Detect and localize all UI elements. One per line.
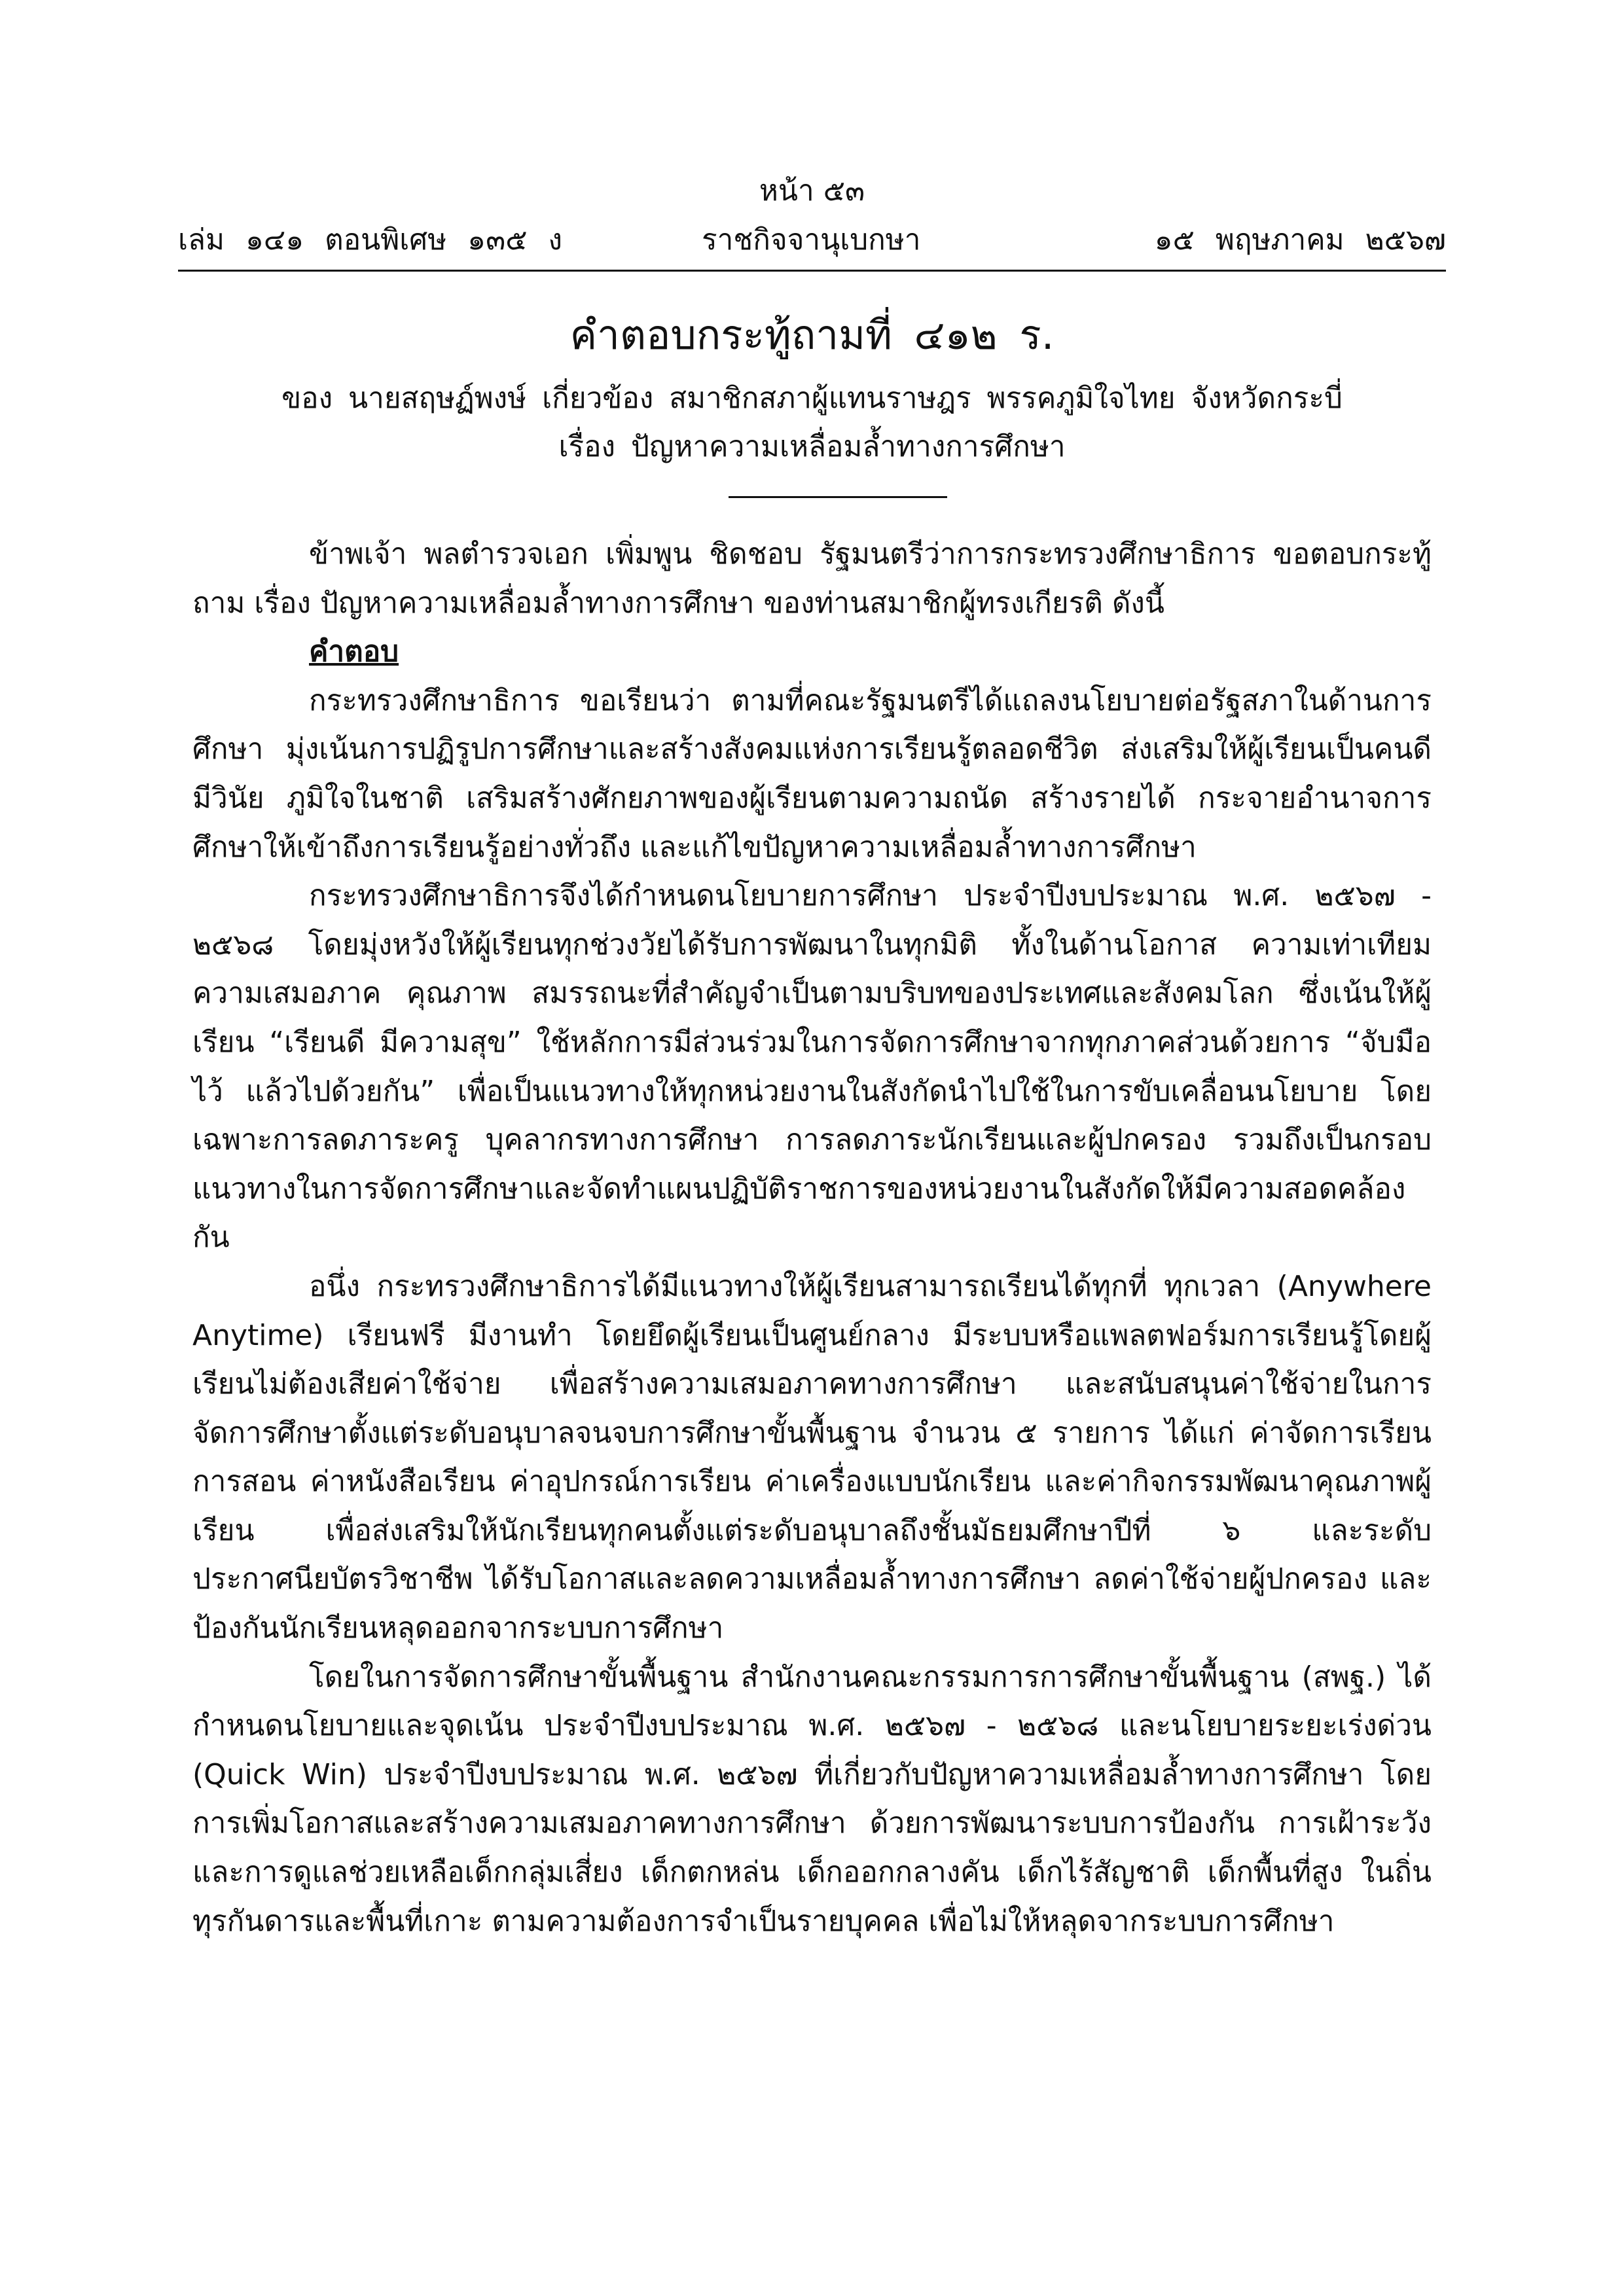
document-title: คำตอบกระทู้ถามที่ ๔๑๒ ร.	[569, 311, 1055, 359]
document-body	[192, 530, 1432, 1946]
intro-paragraph: ข้าพเจ้า พลตำรวจเอก เพิ่มพูน ชิดชอบ รัฐมนตรีว่าการกระทรวงศึกษาธิการ ขอตอบกระทู้ถาม เรื่อง ปัญหาความเหลื่อมล้ำทางการศึกษา ของท่านสมาชิกผู้ทรงเกียรติ ดังนี้	[192, 537, 1432, 620]
body-paragraph: กระทรวงศึกษาธิการจึงได้กำหนดนโยบายการศึกษา ประจำปีงบประมาณ พ.ศ. ๒๕๖๗ - ๒๕๖๘ โดยมุ่งหวังให้ผู้เรียนทุกช่วงวัยได้รับการพัฒนาในทุกมิติ ทั้งในด้านโอกาส ความเท่าเทียม ความเสมอภาค คุณภาพ สมรรถนะที่สำคัญจำเป็นตามบริบทของประเทศและสังคมโลก ซึ่งเน้นให้ผู้เรียน “เรียนดี มีความสุข” ใช้หลักการมีส่วนร่วมในการจัดการศึกษาจากทุกภาคส่วนด้วยการ “จับมือไว้ แล้วไปด้วยกัน” เพื่อเป็นแนวทางให้ทุกหน่วยงานในสังกัดนำไปใช้ในการขับเคลื่อนนโยบาย โดยเฉพาะการลดภาระครู บุคลากรทางการศึกษา การลดภาระนักเรียนและผู้ปกครอง รวมถึงเป็นกรอบแนวทางในการจัดการศึกษาและจัดทำแผนปฏิบัติราชการของหน่วยงานในสังกัดให้มีความสอดคล้องกัน	[192, 879, 1432, 1255]
document-subtitle-asker: ของ นายสฤษฏ์พงษ์ เกี่ยวข้อง สมาชิกสภาผู้แทนราษฎร พรรคภูมิใจไทย จังหวัดกระบี่	[281, 382, 1343, 415]
publication-name: ราชกิจจานุเบกษา	[702, 223, 921, 257]
body-paragraph: อนึ่ง กระทรวงศึกษาธิการได้มีแนวทางให้ผู้เรียนสามารถเรียนได้ทุกที่ ทุกเวลา (Anywhere Anytime) เรียนฟรี มีงานทำ โดยยึดผู้เรียนเป็นศูนย์กลาง มีระบบหรือแพลตฟอร์มการเรียนรู้โดยผู้เรียนไม่ต้องเสียค่าใช้จ่าย เพื่อสร้างความเสมอภาคทางการศึกษา และสนับสนุนค่าใช้จ่ายในการจัดการศึกษาตั้งแต่ระดับอนุบาลจนจบการศึกษาขั้นพื้นฐาน จำนวน ๕ รายการ ได้แก่ ค่าจัดการเรียนการสอน ค่าหนังสือเรียน ค่าอุปกรณ์การเรียน ค่าเครื่องแบบนักเรียน และค่ากิจกรรมพัฒนาคุณภาพผู้เรียน เพื่อส่งเสริมให้นักเรียนทุกคนตั้งแต่ระดับอนุบาลถึงชั้นมัธยมศึกษาปีที่ ๖ และระดับประกาศนียบัตรวิชาชีพ ได้รับโอกาสและลดความเหลื่อมล้ำทางการศึกษา ลดค่าใช้จ่ายผู้ปกครอง และป้องกันนักเรียนหลุดออกจากระบบการศึกษา	[192, 1269, 1432, 1645]
header-divider	[178, 270, 1446, 272]
title-divider	[729, 496, 947, 498]
answer-heading: คำตอบ	[309, 635, 399, 669]
document-subtitle-subject: เรื่อง ปัญหาความเหลื่อมล้ำทางการศึกษา	[558, 430, 1066, 463]
body-paragraph: กระทรวงศึกษาธิการ ขอเรียนว่า ตามที่คณะรัฐมนตรีได้แถลงนโยบายต่อรัฐสภาในด้านการศึกษา มุ่งเน้นการปฏิรูปการศึกษาและสร้างสังคมแห่งการเรียนรู้ตลอดชีวิต ส่งเสริมให้ผู้เรียนเป็นคนดี มีวินัย ภูมิใจในชาติ เสริมสร้างศักยภาพของผู้เรียนตามความถนัด สร้างรายได้ กระจายอำนาจการศึกษาให้เข้าถึงการเรียนรู้อย่างทั่วถึง และแก้ไขปัญหาความเหลื่อมล้ำทางการศึกษา	[192, 683, 1432, 864]
page-number: หน้า ๕๓	[759, 174, 865, 207]
volume-issue: เล่ม ๑๔๑ ตอนพิเศษ ๑๓๕ ง	[178, 223, 562, 257]
body-paragraph: โดยในการจัดการศึกษาขั้นพื้นฐาน สำนักงานคณะกรรมการการศึกษาขั้นพื้นฐาน (สพฐ.) ได้กำหนดนโยบายและจุดเน้น ประจำปีงบประมาณ พ.ศ. ๒๕๖๗ - ๒๕๖๘ และนโยบายระยะเร่งด่วน (Quick Win) ประจำปีงบประมาณ พ.ศ. ๒๕๖๗ ที่เกี่ยวกับปัญหาความเหลื่อมล้ำทางการศึกษา โดยการเพิ่มโอกาสและสร้างความเสมอภาคทางการศึกษา ด้วยการพัฒนาระบบการป้องกัน การเฝ้าระวัง และการดูแลช่วยเหลือเด็กกลุ่มเสี่ยง เด็กตกหล่น เด็กออกกลางคัน เด็กไร้สัญชาติ เด็กพื้นที่สูง ในถิ่นทุรกันดารและพื้นที่เกาะ ตามความต้องการจำเป็นรายบุคคล เพื่อไม่ให้หลุดจากระบบการศึกษา	[192, 1660, 1432, 1938]
gazette-header	[178, 220, 1446, 260]
publication-date: ๑๕ พฤษภาคม ๒๕๖๗	[1154, 223, 1446, 257]
